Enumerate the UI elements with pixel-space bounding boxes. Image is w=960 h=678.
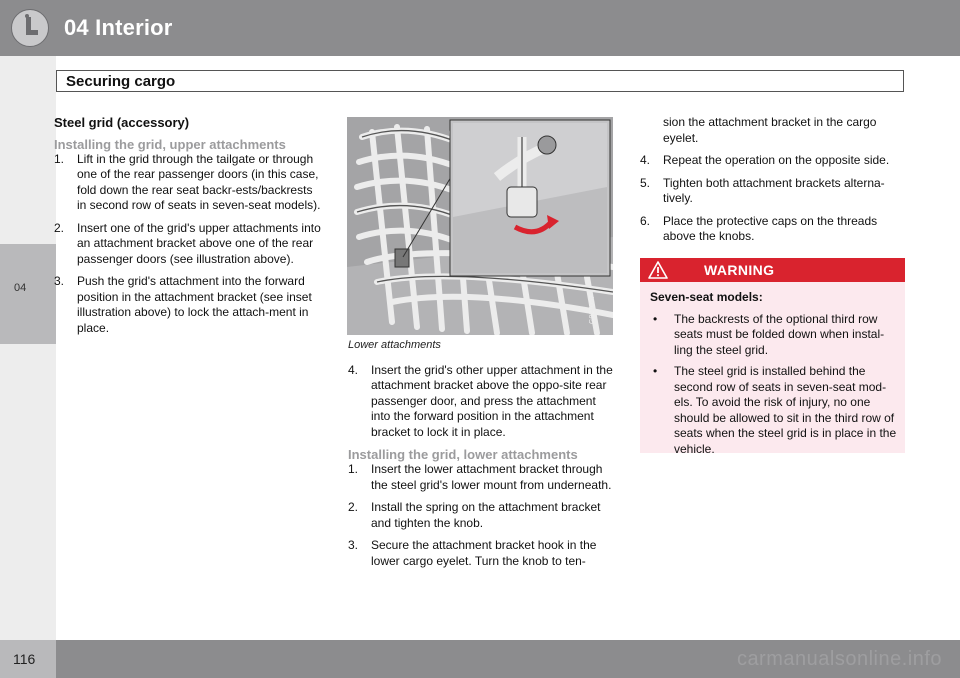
chapter-side-tab xyxy=(0,244,56,344)
warning-title: WARNING xyxy=(704,262,775,278)
side-strip xyxy=(0,56,56,640)
list-item: 2. Install the spring on the attachment bracket and tighten the knob. xyxy=(348,500,601,530)
page-number: 116 xyxy=(13,651,36,667)
lower-attachments-subheading: Installing the grid, lower attachments xyxy=(348,447,578,462)
warning-bullet: • The steel grid is installed behind the second row of seats in seven-seat mod-els. To avoid the risk of injury, no one should be allowed to sit in the third row of seats when the steel grid is in place in the vehicle. xyxy=(653,364,897,456)
section-title: Securing cargo xyxy=(66,73,176,90)
column-1 xyxy=(54,115,324,343)
column-3 xyxy=(640,115,908,252)
list-item: 1. Insert the lower attachment bracket through the steel grid's lower mount from underneath. xyxy=(348,462,612,492)
warning-body xyxy=(650,290,900,463)
list-item: 3. Secure the attachment bracket hook in the lower cargo eyelet. Turn the knob to ten- xyxy=(348,538,597,568)
figure-code: G027057 xyxy=(589,295,596,324)
warning-triangle-icon xyxy=(648,261,668,284)
warning-header xyxy=(640,258,905,282)
upper-attachments-subheading: Installing the grid, upper attachments xyxy=(54,136,286,152)
column-2 xyxy=(348,338,616,576)
warning-box xyxy=(640,258,905,456)
list-item: 1. Lift in the grid through the tailgate or through one of the rear passenger doors (in this case, fold down the rear seat backr-ests/backrests in second row of seats in seven-seat models). xyxy=(54,151,321,212)
lower-attachments-illustration xyxy=(347,117,613,335)
chapter-side-tab-label: 04 xyxy=(14,282,27,294)
list-item: 2. Insert one of the grid's upper attachments into an attachment bracket above one of the rear passenger doors (see illustration above). xyxy=(54,220,321,266)
list-item: 3. Push the grid's attachment into the forward position in the attachment bracket (see inset illustration above) to lock the attach-ment in place. xyxy=(54,274,312,335)
watermark: carmanualsonline.info xyxy=(736,648,942,670)
list-item-continuation: sion the attachment bracket in the cargo eyelet. xyxy=(663,115,877,145)
list-item: 4. Insert the grid's other upper attachment in the attachment bracket above the oppo-site rear passenger door, and press the attachment into the forward position in the attachment bracket to lock it in place. xyxy=(348,362,613,439)
section-title-bar xyxy=(56,70,904,92)
steel-grid-heading: Steel grid (accessory) xyxy=(54,115,190,130)
page-footer xyxy=(0,640,960,678)
list-item: 6. Place the protective caps on the threads above the knobs. xyxy=(640,213,878,243)
chapter-header xyxy=(0,0,960,56)
warning-subtitle: Seven-seat models: xyxy=(650,290,763,304)
chapter-title: 04 Interior xyxy=(64,15,173,40)
seat-icon xyxy=(11,9,49,47)
list-item: 5. Tighten both attachment brackets alterna-tively. xyxy=(640,175,885,205)
figure-caption: Lower attachments xyxy=(348,339,441,351)
list-item: 4. Repeat the operation on the opposite side. xyxy=(640,153,890,167)
warning-bullet: • The backrests of the optional third row seats must be folded down when instal-ling the steel grid. xyxy=(653,311,885,357)
